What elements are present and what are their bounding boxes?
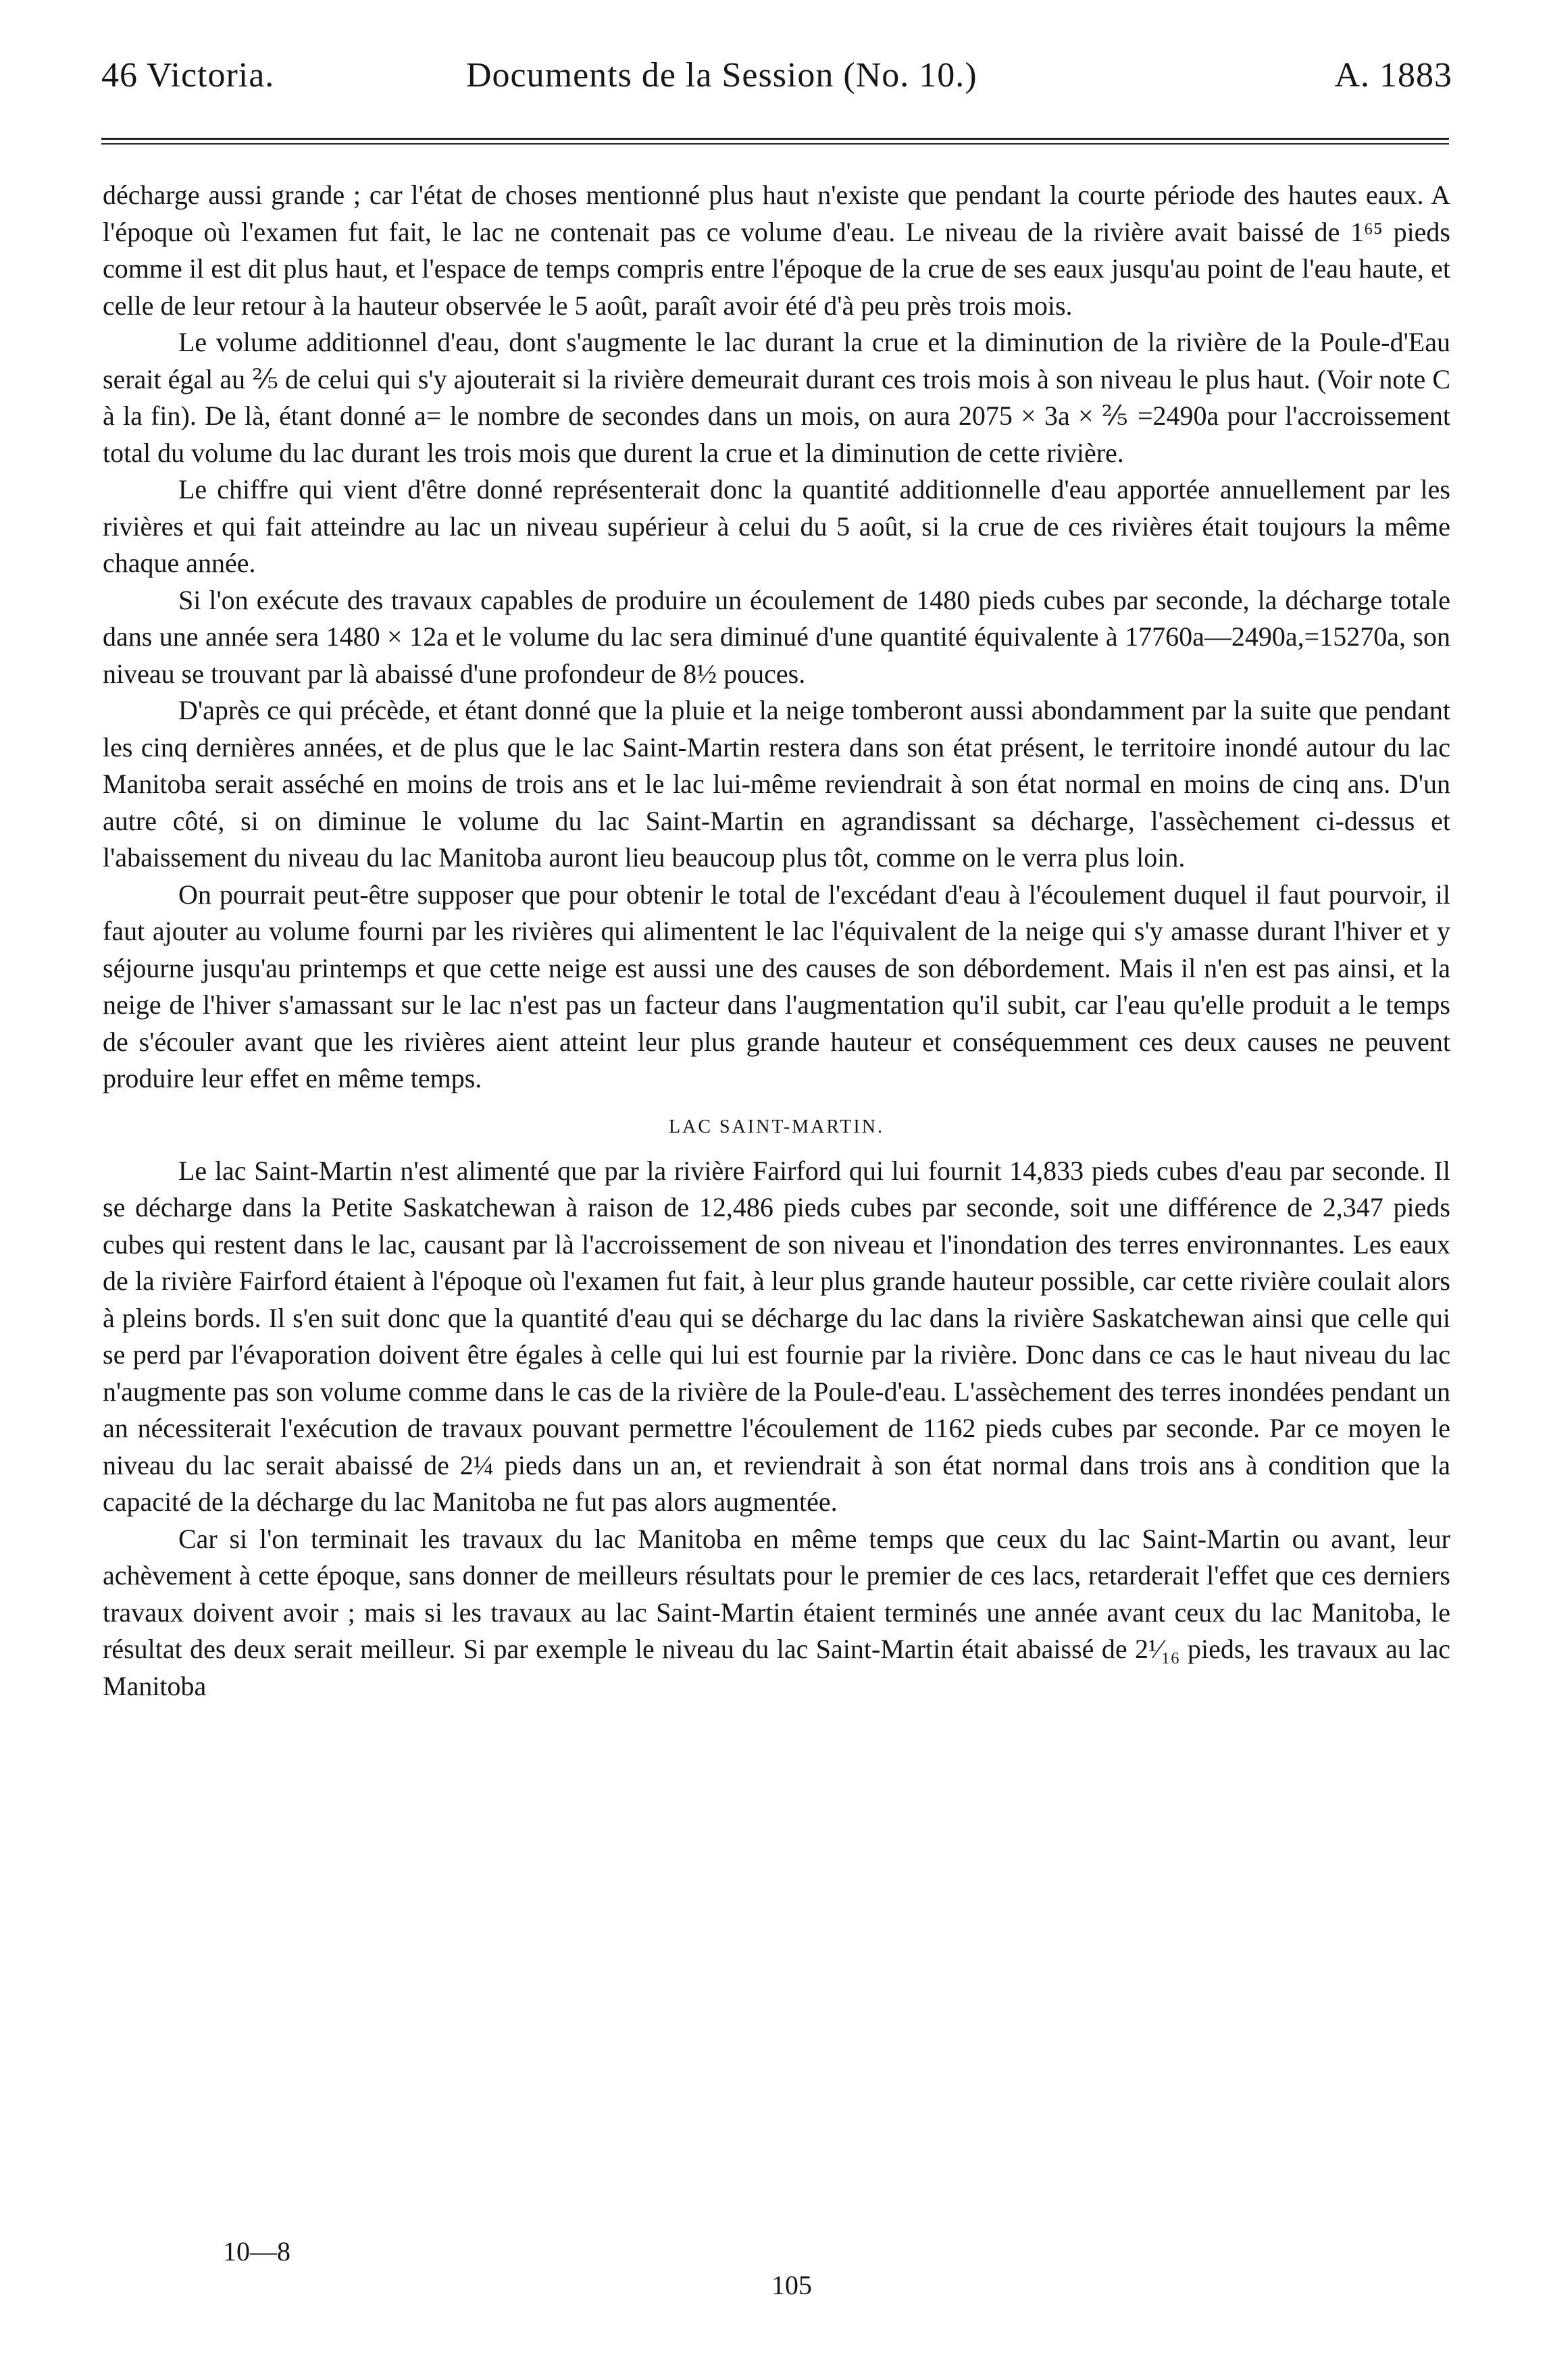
running-header	[101, 55, 1452, 116]
section-heading: LAC SAINT-MARTIN.	[669, 1116, 884, 1137]
page-number: 105	[771, 2270, 812, 2300]
paragraph: Le volume additionnel d'eau, dont s'augmente le lac durant la crue et la diminution de la rivière de la Poule-d'Eau serait égal au ⅖ de celui qui s'y ajouterait si la rivière demeurait durant ces trois mois à son niveau le plus haut. (Voir note C à la fin). De là, étant donné a= le nombre de secondes dans un mois, on aura 2075 × 3a × ⅖ =2490a pour l'accroissement total du volume du lac durant les trois mois que durent la crue et la diminution de cette rivière.	[103, 327, 1450, 468]
paragraph: On pourrait peut-être supposer que pour obtenir le total de l'excédant d'eau à l'écoulement duquel il faut pourvoir, il faut ajouter au volume fourni par les rivières qui alimentent le lac l'équivalent de la neige qui s'y amasse durant l'hiver et y séjourne jusqu'au printemps et que cette neige est aussi une des causes de son débordement. Mais il n'en est pas ainsi, et la neige de l'hiver s'amassant sur le lac n'est pas un facteur dans l'augmentation qu'il subit, car l'eau qu'elle produit a le temps de s'écouler avant que les rivières aient atteint leur plus grande hauteur et conséquemment ces deux causes ne peuvent produire leur effet en même temps.	[103, 879, 1450, 1093]
header-title: Documents de la Session (No. 10.)	[466, 56, 977, 95]
paragraph: Car si l'on terminait les travaux du lac Manitoba en même temps que ceux du lac Saint-Martin ou avant, leur achèvement à cette époque, sans donner de meilleurs résultats pour le premier de ces lacs, retarderait l'effet que ces derniers travaux doivent avoir ; mais si les travaux au lac Saint-Martin étaient terminés une année avant ceux du lac Manitoba, le résultat des deux serait meilleur. Si par exemple le niveau du lac Saint-Martin était abaissé de 2¹⁄₁₆ pieds, les travaux au lac Manitoba	[103, 1523, 1450, 1701]
body-text	[103, 177, 1450, 1705]
header-rule-bottom	[101, 143, 1449, 145]
paragraph: D'après ce qui précède, et étant donné que la pluie et la neige tomberont aussi abondamment par la suite que pendant les cinq dernières années, et de plus que le lac Saint-Martin restera dans son état présent, le territoire inondé autour du lac Manitoba serait asséché en moins de trois ans et le lac lui-même reviendrait à son état normal en moins de cinq ans. D'un autre côté, si on diminue le volume du lac Saint-Martin en agrandissant sa décharge, l'assèchement ci-dessus et l'abaissement du niveau du lac Manitoba auront lieu beaucoup plus tôt, comme on le verra plus loin.	[103, 695, 1450, 873]
paragraph: décharge aussi grande ; car l'état de choses mentionné plus haut n'existe que pendant la courte période des hautes eaux. A l'époque où l'examen fut fait, le lac ne contenait pas ce volume d'eau. Le niveau de la rivière avait baissé de 1⁶⁵ pieds comme il est dit plus haut, et l'espace de temps compris entre l'époque de la crue de ses eaux jusqu'au point de l'eau haute, et celle de leur retour à la hauteur observée le 5 août, paraît avoir été d'à peu près trois mois.	[103, 180, 1450, 321]
paragraph: Le lac Saint-Martin n'est alimenté que par la rivière Fairford qui lui fournit 14,833 pieds cubes d'eau par seconde. Il se décharge dans la Petite Saskatchewan à raison de 12,486 pieds cubes par seconde, soit une différence de 2,347 pieds cubes qui restent dans le lac, causant par là l'accroissement de son niveau et l'inondation des terres environnantes. Les eaux de la rivière Fairford étaient à l'époque où l'examen fut fait, à leur plus grande hauteur possible, car cette rivière coulait alors à pleins bords. Il s'en suit donc que la quantité d'eau qui se décharge du lac dans la rivière Saskatchewan ainsi que celle qui se perd par l'évaporation doivent être égales à celle qui lui est fournie par la rivière. Donc dans ce cas le haut niveau du lac n'augmente pas son volume comme dans le cas de la rivière de la Poule-d'eau. L'assèchement des terres inondées pendant un an nécessiterait l'exécution de travaux pouvant permettre l'écoulement de 1162 pieds cubes par seconde. Par ce moyen le niveau du lac serait abaissé de 2¼ pieds dans un an, et reviendrait à son état normal dans trois ans à condition que la capacité de la décharge du lac Manitoba ne fut pas alors augmentée.	[103, 1155, 1450, 1517]
paragraph: Si l'on exécute des travaux capables de produire un écoulement de 1480 pieds cubes par seconde, la décharge totale dans une année sera 1480 × 12a et le volume du lac sera diminué d'une quantité équivalente à 17760a—2490a,=15270a, son niveau se trouvant par là abaissé d'une profondeur de 8½ pouces.	[103, 584, 1450, 689]
paragraph: Le chiffre qui vient d'être donné représenterait donc la quantité additionnelle d'eau apportée annuellement par les rivières et qui fait atteindre au lac un niveau supérieur à celui du 5 août, si la crue de ces rivières était toujours la même chaque année.	[103, 474, 1450, 578]
header-year: A. 1883	[1334, 56, 1452, 95]
signature-mark: 10—8	[223, 2236, 290, 2267]
header-volume: 46 Victoria.	[101, 56, 275, 95]
header-rule-top	[101, 138, 1449, 140]
